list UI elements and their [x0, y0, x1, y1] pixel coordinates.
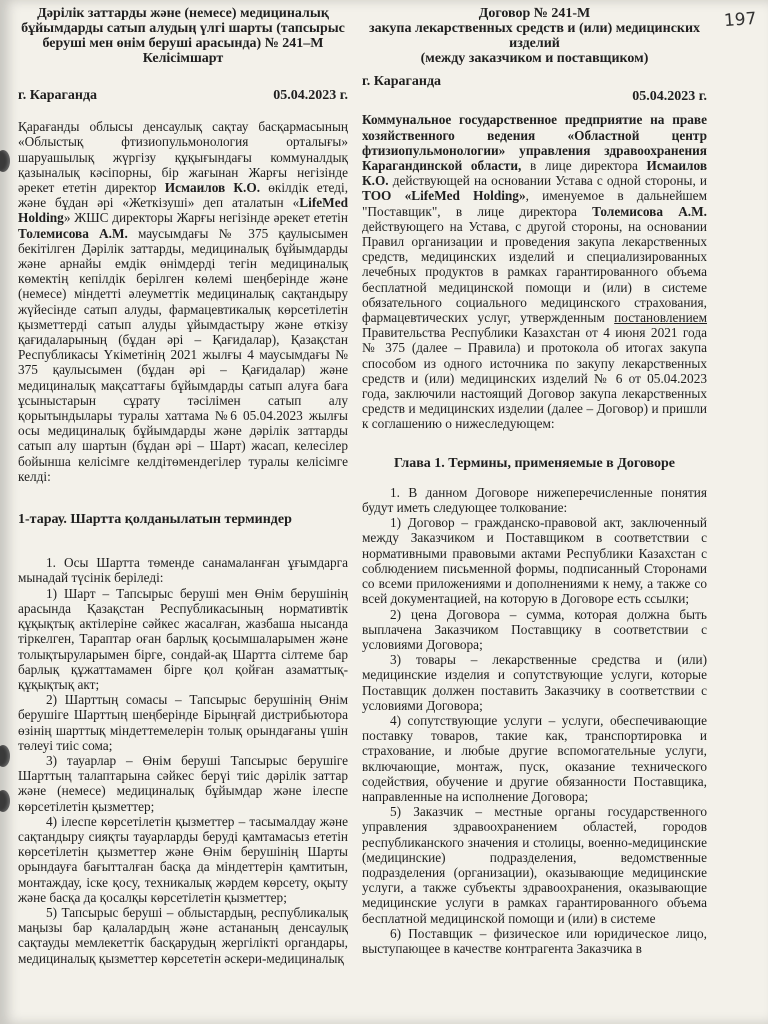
title-line: (между заказчиком и поставщиком)	[420, 51, 649, 66]
chapter-heading: 1-тарау. Шартта қолданылатын терминдер	[18, 512, 292, 528]
definition-item: 4) ілеспе көрсетілетін қызметтер – тасымалдау және сақтандыру сияқты тауарларды беруді қамтамасыз ететін көрсетілетін қызметтер және Өнім берушінің Шарты орындауға бағытталған басқа да міндеттерін қамтитын, монтаждау, іске қосу, техникалық жәрдем көрсету, оқыту және басқа да қосалқы көрсетілетін қызметтер;	[18, 813, 348, 905]
definitions-intro: 1. В данном Договоре нижеперечисленные понятия будут иметь следующее толкование:	[362, 484, 707, 516]
title-line: Договор № 241-М	[478, 6, 591, 21]
preamble: Қарағанды облысы денсаулық сақтау басқармасының «Облыстық фтизиопульмонология орталығы» шаруашылық жүргізу құқығындағы коммуналдық қазыналық кәсіпорны, бір жағынан Жарғы негізінде әрекет ететін директор Исмаилов К.О. өкілдік етеді, және бұдан әрі «Жеткізуші» деп аталатын «LifeMed Holding» ЖШС директоры Жарғы негізінде әрекет ететін Толемисова А.М. маусымдағы № 375 қаулысымен бекітілген Дәрілік заттарды, медициналық бұйымдарды және арнайы емдік өнімдерді тегін медициналық көмектің кепілдік берілген көлемі шеңберінде және (немесе) міндетті әлеуметтік медициналық сақтандыру жүйесінде сатып алуды, фармацевтикалық көрсетілетін қызметтерді сатып алуды ұйымдастыру және өткізу қағидаларының (бұдан әрі – Қағидалар), Қазақстан Республикасы Үкіметінің 2021 жылғы 4 маусымдағы № 375 қаулысымен (бұдан әрі – Қағидалар) және медициналық мақсаттағы бұйымдарды сатып алуға баға ұсыныстарын сұрату тәсілімен сатып алу қорытындылары туралы хаттама №6 05.04.2023 жылғы осы медициналық бұйымдарды және дәрілік заттарды сатып алу шартын (бұдан әрі – Шарт) жасап, келесілер бойынша келісімге келдітөмендегілер туралы келісімге келді:	[18, 119, 349, 484]
definition-item: 2) Шарттың сомасы – Тапсырыс берушінің Өнім берушіге Шарттың шеңберінде Бірыңғай дистрибьютора өзінің шарттық міндеттемелерін толық орындағаны үшін төлеуі тиіс сома;	[18, 692, 348, 753]
city-date-line	[18, 88, 348, 103]
date: 05.04.2023 г.	[273, 88, 348, 103]
date-line	[362, 89, 707, 104]
binder-hole	[0, 150, 10, 172]
title-line: закупа лекарственных средств и (или) медицинских	[368, 21, 701, 36]
city-line	[362, 74, 707, 89]
title-line: бұйымдарды сатып алудың үлгі шарты (тапсырыс	[21, 21, 345, 36]
resolution-link[interactable]: постановлением	[614, 310, 707, 326]
russian-column	[362, 6, 707, 956]
title-line: Дәрілік заттарды және (немесе) медициналық	[37, 6, 329, 21]
definition-item: 5) Тапсырыс беруші – облыстардың, республикалық маңызы бар қалалардың және астананың денсаулық сақтауды мемлекеттік басқарудың жергілікті органдары, медициналық қызметтер көрсететін әскери-медициналық	[18, 904, 348, 966]
definition-item: 1) Шарт – Тапсырыс беруші мен Өнім берушінің арасында Қазақстан Республикасының нормативтік құқықтық актілеріне сәйкес жасалған, жазбаша нысанда тіркелген, Тараптар оған барлық қосымшаларымен және толықтыруларымен бірге, сондай-ақ Шартта сілтеме бар барлық құжаттамамен бірге қол қойған азаматтық-құқықтық акт;	[18, 585, 348, 692]
definition-item: 4) сопутствующие услуги – услуги, обеспечивающие поставку товаров, такие как, транспортировка и страхование, и любые другие вспомогательные услуги, включающие, монтаж, пуск, оказание технического содействия, обучение и другие обязанности Поставщика, направленные на исполнение Договора;	[362, 712, 707, 804]
definition-item: 2) цена Договора – сумма, которая должна быть выплачена Заказчиком Поставщику в соответствии с условиями Договора;	[362, 606, 707, 652]
binder-hole	[0, 790, 10, 812]
definition-item: 1) Договор – гражданско-правовой акт, заключенный между Заказчиком и Поставщиком в соответствии с нормативными правовыми актами Республики Казахстан с соблюдением письменной формы, подписанный Сторонами со всеми приложениями и дополнениями к нему, а также со всей документацией, на которую в Договоре есть ссылки;	[362, 515, 707, 607]
definition-item: 3) товары – лекарственные средства и (или) медицинские изделия и сопутствующие услуги, которые Поставщик должен поставить Заказчику в соответствии с условиями Договора;	[362, 652, 707, 713]
preamble: Коммунальное государственное предприятие на праве хозяйственного ведения «Областной центр фтизиопульмонологии» управления здравоохранения Карагандинской области, в лице директора Исмаилов К.О. действующей на основании Устава с одной стороны, и ТОО «LifeMed Holding», именуемое в дальнейшем "Поставщик", в лице директора Толемисова А.М. действующего на Устава, с другой стороны, на основании Правил организации и проведения закупа лекарственных средств, медицинских изделий и специализированных лечебных продуктов в рамках гарантированного объема бесплатной медицинской помощи и (или) в системе обязательного социального медицинского страхования, фармацевтических услуг, утвержденным постановлением Правительства Республики Казахстан от 4 июня 2021 года № 375 (далее – Правила) и протокола об итогах закупа способом из одного источника по закупу лекарственных средств и (или) медицинских изделий № 6 от 05.04.2023 года, заключили настоящий Договор закупа лекарственных средств и медицинских изделии (далее – Договор) и пришли к соглашению о нижеследующем:	[362, 112, 708, 432]
definition-item: 6) Поставщик – физическое или юридическое лицо, выступающее в качестве контрагента Заказчика в	[362, 925, 707, 956]
definitions-intro: 1. Осы Шартта төменде санамаланған ұғымдарга мынадай түсінік беріледі:	[18, 555, 348, 586]
kazakh-title	[18, 6, 348, 66]
binder-hole	[0, 745, 10, 767]
city: г. Караганда	[18, 88, 98, 103]
date: 05.04.2023 г.	[632, 89, 707, 105]
city: г. Караганда	[362, 74, 442, 89]
handwritten-page-number: 197	[722, 8, 757, 32]
binder-holes	[0, 0, 14, 1024]
russian-title	[362, 6, 707, 66]
definition-item: 5) Заказчик – местные органы государственного управления здравоохранением областей, городов республиканского значения и столицы, военно-медицинские (медицинские) подразделения, ведомственные подразделения (организации), оказывающие медицинские услуги, а также субъекты здравоохранения, оказывающие медицинские услуги в рамках гарантированного объема бесплатной медицинской помощи и (или) в системе	[362, 804, 707, 926]
kazakh-column	[18, 6, 348, 966]
chapter-heading: Глава 1. Термины, применяемые в Договоре	[394, 455, 675, 471]
title-line: беруші мен өнім беруші арасында) № 241–М	[42, 36, 324, 51]
title-line: Келісімшарт	[142, 51, 224, 66]
definition-item: 3) тауарлар – Өнім беруші Тапсырыс берушіге Шарттың талаптарына сәйкес берүі тиіс дәрілік заттар және (немесе) медициналық бұйымдар және ілеспе көрсетілетін қызметтер;	[18, 752, 348, 814]
title-line: изделий	[509, 36, 560, 51]
